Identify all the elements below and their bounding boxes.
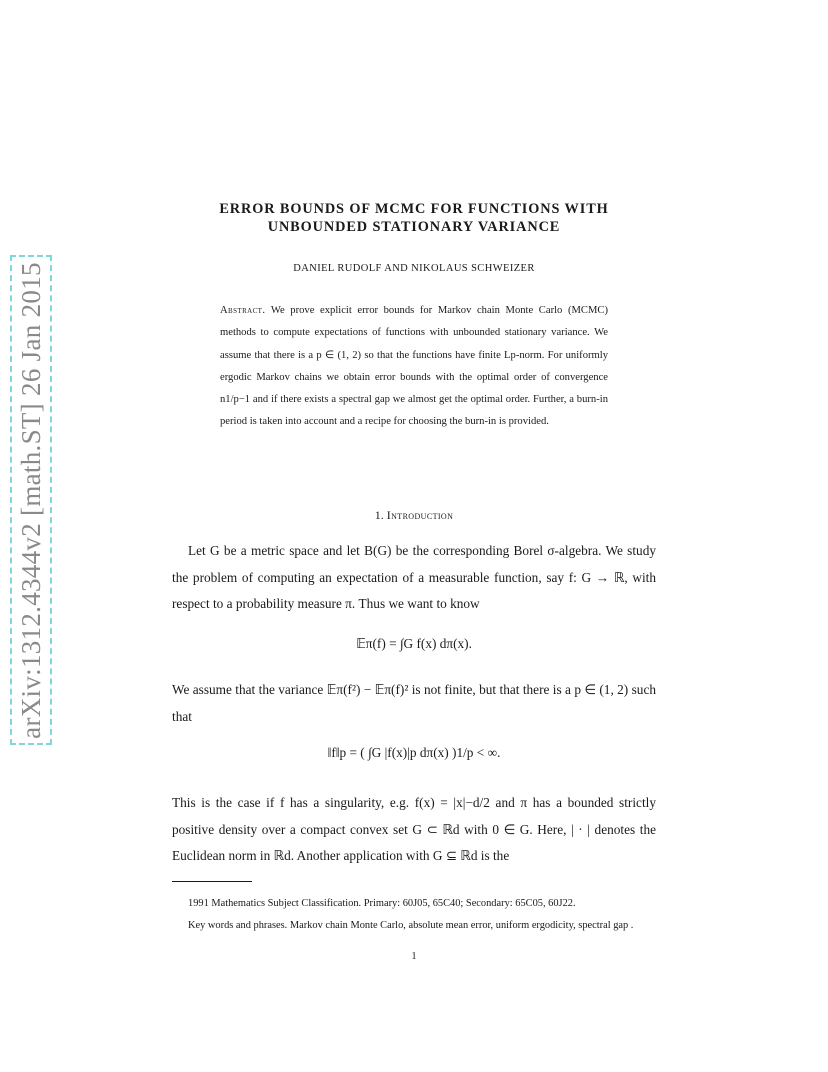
abstract-label: Abstract. [220, 305, 266, 316]
paragraph-3: This is the case if f has a singularity, e.g. f(x) = |x|−d/2 and π has a bounded strictly positive density over a compact convex set G ⊂ ℝd with 0 ∈ G. Here, | · | denotes the Euclidean norm in ℝd. Another application with G ⊆ ℝd is the [172, 795, 656, 863]
equation-2: ‖f‖p = ( ∫G |f(x)|p dπ(x) )1/p < ∞. [327, 745, 501, 760]
section-number: 1. [374, 508, 384, 522]
page-number: 1 [411, 951, 417, 962]
abstract-text: We prove explicit error bounds for Markov chain Monte Carlo (MCMC) methods to compute expectations of functions with unbounded stationary variance. We assume that there is a p ∈ (1, 2) so that the functions have finite Lp-norm. For uniformly ergodic Markov chains we obtain error bounds with the optimal order of convergence n1/p−1 and if there exists a spectral gap we almost get the optimal order. Further, a burn-in period is taken into account and a recipe for choosing the burn-in is provided. [220, 305, 608, 428]
paragraph-2: We assume that the variance 𝔼π(f²) − 𝔼π(f)² is not finite, but that there is a p ∈ (1, 2) such that [172, 682, 656, 724]
paper-title [170, 200, 658, 236]
abstract [220, 300, 608, 434]
section-title: Introduction [386, 508, 454, 522]
footnote-msc: 1991 Mathematics Subject Classification. Primary: 60J05, 65C40; Secondary: 65C05, 60J22. [188, 898, 576, 909]
arxiv-stamp-text: arXiv:1312.4344v2 [math.ST] 26 Jan 2015 [15, 261, 46, 739]
title-line-2: UNBOUNDED STATIONARY VARIANCE [267, 219, 561, 235]
equation-1: 𝔼π(f) = ∫G f(x) dπ(x). [356, 636, 472, 651]
footnote-keywords: Key words and phrases. Markov chain Monte Carlo, absolute mean error, uniform ergodicity, spectral gap . [188, 920, 634, 931]
arxiv-stamp [10, 255, 52, 745]
title-line-1: ERROR BOUNDS OF MCMC FOR FUNCTIONS WITH [219, 201, 609, 217]
footnote-rule [172, 881, 252, 882]
authors: DANIEL RUDOLF AND NIKOLAUS SCHWEIZER [293, 263, 535, 274]
paragraph-1: Let G be a metric space and let B(G) be the corresponding Borel σ-algebra. We study the problem of computing an expectation of a measurable function, say f: G → ℝ, with respect to a probability measure π. Thus we want to know [172, 543, 656, 611]
footnotes [172, 893, 656, 937]
section-heading [170, 508, 658, 523]
